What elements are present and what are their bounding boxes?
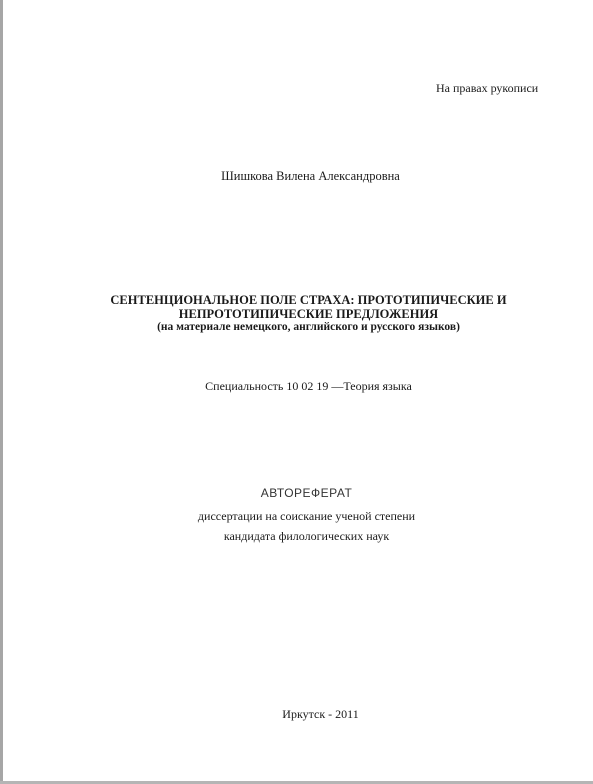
page-left-edge — [0, 0, 3, 784]
degree-line-1: диссертации на соискание ученой степени — [197, 509, 416, 523]
rights-notice: На правах рукописи — [436, 81, 539, 95]
abstract-label: АВТОРЕФЕРАТ — [260, 486, 353, 500]
degree-line-2: кандидата филологических наук — [223, 529, 390, 543]
author-name: Шишкова Вилена Александровна — [221, 169, 400, 183]
title-line-2: НЕПРОТОТИПИЧЕСКИЕ ПРЕДЛОЖЕНИЯ — [178, 307, 439, 321]
place-year: Иркутск - 2011 — [282, 707, 359, 721]
subtitle: (на материале немецкого, английского и русского языков) — [157, 321, 460, 333]
specialty: Специальность 10 02 19 —Теория языка — [205, 379, 412, 393]
title-line-1: СЕНТЕНЦИОНАЛЬНОЕ ПОЛЕ СТРАХА: ПРОТОТИПИЧЕСКИЕ И — [110, 293, 507, 307]
